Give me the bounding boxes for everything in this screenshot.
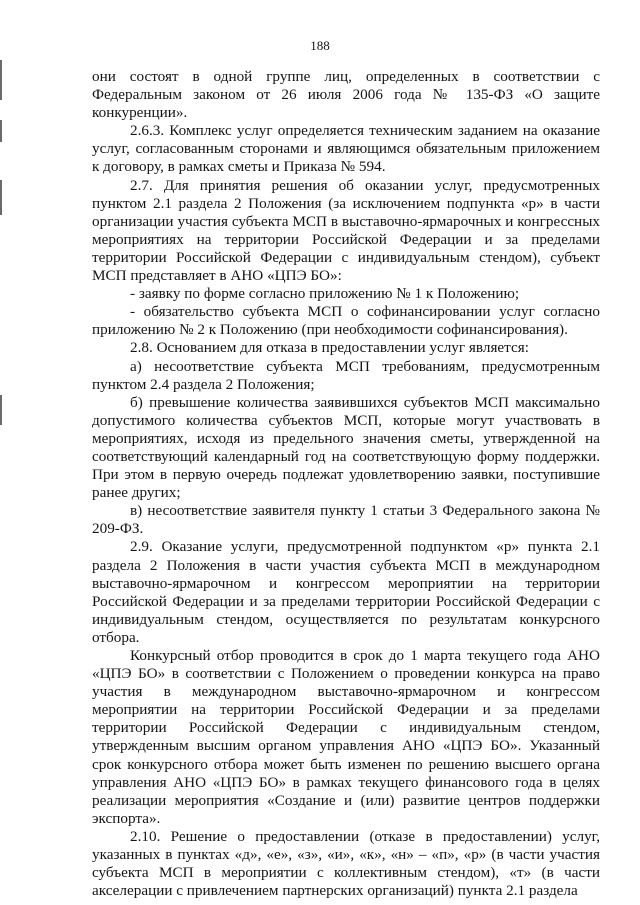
list-item-a: а) несоответствие субъекта МСП требованиям, предусмотренным пунктом 2.4 раздела 2 Положения; (92, 357, 600, 393)
paragraph-2-7: 2.7. Для принятия решения об оказании услуг, предусмотренных пунктом 2.1 раздела 2 Положения (за исключением подпункта «р» в части организации участия субъекта МСП в выставочно-ярмарочных и конгрессных мероприятиях на территории Российской Федерации и за пределами территории Российской Федерации с индивидуальным стендом), субъект МСП представляет в АНО «ЦПЭ БО»: (92, 176, 600, 285)
paragraph-continuation: они состоят в одной группе лиц, определенных в соответствии с Федеральным законом от 26 июля 2006 года № 135-ФЗ «О защите конкуренции». (92, 68, 600, 122)
scan-margin-mark (0, 60, 2, 100)
list-item-b: б) превышение количества заявившихся субъектов МСП максимально допустимого количества субъектов МСП, которые могут участвовать в мероприятиях, исходя из предельного значения сметы, утвержденной на соответствующий календарный год на соответствующую форму поддержки. При этом в первую очередь подлежат удовлетворению заявки, поступившие ранее других; (92, 393, 600, 502)
list-item-cofinancing: - обязательство субъекта МСП о софинансировании услуг согласно приложению № 2 к Положению (при необходимости софинансирования). (92, 303, 600, 339)
list-item-v: в) несоответствие заявителя пункту 1 статьи 3 Федерального закона № 209-ФЗ. (92, 502, 600, 538)
paragraph-2-8: 2.8. Основанием для отказа в предоставлении услуг является: (130, 339, 529, 357)
paragraph-competition: Конкурсный отбор проводится в срок до 1 марта текущего года АНО «ЦПЭ БО» в соответствии с Положением о проведении конкурса на право участия в международном выставочно-ярмарочном и конгрессом мероприятии на территории Российской Федерации и за пределами территории Российской Федерации с индивидуальным стендом, утвержденным высшим органом управления АНО «ЦПЭ БО». Указанный срок конкурсного отбора может быть изменен по решению высшего органа управления АНО «ЦПЭ БО» в рамках текущего финансового года в целях реализации мероприятия «Создание и (или) развитие центров поддержки экспорта». (92, 647, 600, 827)
paragraph-2-10: 2.10. Решение о предоставлении (отказе в предоставлении) услуг, указанных в пунктах «д», «е», «з», «и», «к», «н» – «п», «р» (в части участия субъекта МСП в мероприятии с коллективным стендом), «т» (в части акселерации с привлечением партнерских организаций) пункта 2.1 раздела (92, 827, 600, 900)
paragraph-2-9: 2.9. Оказание услуги, предусмотренной подпунктом «р» пункта 2.1 раздела 2 Положения в части участия субъекта МСП в международном выставочно-ярмарочном и конгрессом мероприятии на территории Российской Федерации и за пределами территории Российской Федерации с индивидуальным стендом, осуществляется по результатам конкурсного отбора. (92, 538, 600, 646)
list-item-application: - заявку по форме согласно приложению № 1 к Положению; (130, 285, 520, 303)
scan-margin-mark (0, 120, 2, 142)
paragraph-2-6-3: 2.6.3. Комплекс услуг определяется техническим заданием на оказание услуг, согласованным сторонами и являющимся обязательным приложением к договору, в рамках сметы и Приказа № 594. (92, 122, 600, 176)
scan-margin-mark (0, 180, 2, 215)
document-body (92, 68, 600, 900)
page-number: 188 (310, 38, 330, 53)
scan-margin-mark (0, 395, 2, 425)
